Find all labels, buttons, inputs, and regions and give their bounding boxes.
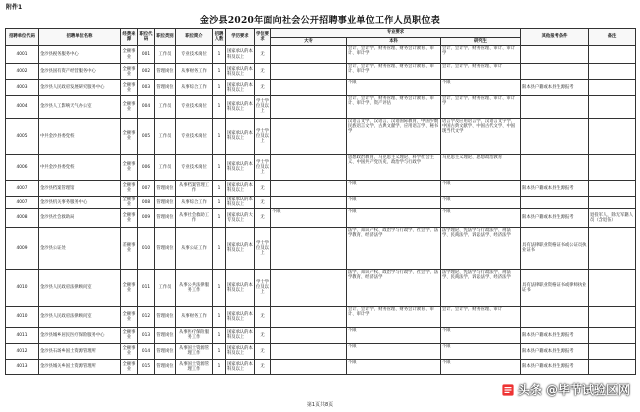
table-row	[6, 64, 636, 80]
row-edu: 国家承认的本科及以上	[226, 227, 255, 270]
row-pos-desc: 从事综合工作	[176, 196, 213, 209]
row-remark	[589, 96, 636, 118]
row-edu: 国家承认的本科及以上	[227, 197, 253, 208]
row-unit-type: 全额事业	[121, 359, 138, 374]
row-edu: 国家承认的本科及以上	[226, 96, 255, 118]
row-benke: 会计、会计学、财务管理、财务会计教育、审计、审计学、资产评估	[347, 96, 441, 118]
table-row	[6, 227, 636, 270]
row-other	[521, 196, 589, 209]
row-pos-desc: 从事公共法律服务工作	[176, 270, 213, 306]
row-pos-desc: 从事公证工作	[176, 227, 213, 270]
row-pos-desc: 从事社会救助工作	[176, 209, 213, 227]
row-pos-cat: 管理岗位	[155, 180, 176, 196]
row-pos-cat: 管理岗位	[155, 209, 176, 227]
row-degree: 无	[255, 180, 271, 196]
row-unit-type: 全额事业	[121, 209, 138, 227]
row-other	[521, 306, 589, 327]
row-pos-code: 013	[138, 327, 155, 343]
row-benke: 法学、知识产权、政治学与行政学、社会学、法学教育、经济法学	[347, 270, 441, 306]
row-degree: 无	[255, 306, 271, 327]
row-pos-desc: 从事国土资源管理工作	[176, 359, 213, 374]
row-remark	[589, 80, 636, 96]
row-degree: 学士学位及以上	[255, 270, 271, 306]
table-row	[6, 46, 636, 64]
row-dept-name: 金沙县国有资产经营服务中心	[39, 64, 121, 80]
row-dept-name: 金沙县税务服务中心	[39, 46, 121, 64]
row-unit-type: 全额事业	[121, 64, 138, 80]
row-edu: 国家承认的本科及以上	[226, 306, 255, 327]
row-other: 限本县户籍或本县生源报考	[521, 80, 589, 96]
row-unit-type: 全额事业	[121, 46, 138, 64]
row-other: 具有法律职业资格证书或律师执业证书	[521, 270, 589, 306]
row-count: 1	[213, 227, 226, 270]
row-dept-code: 4003	[6, 80, 39, 96]
row-degree: 无	[255, 46, 271, 64]
row-dept-name: 金沙县机关事务服务中心	[39, 196, 121, 209]
table-row	[6, 343, 636, 359]
row-pos-code: 003	[138, 80, 155, 96]
row-edu: 国家承认的本科及以上	[226, 180, 255, 196]
row-yanjiusheng: 不限	[441, 209, 521, 227]
header-dept-code: 招聘单位代码	[6, 29, 39, 46]
row-yanjiusheng: 不限	[441, 196, 521, 209]
header-pos-code: 职位代码	[138, 29, 155, 46]
row-count: 1	[213, 96, 226, 118]
row-dept-code: 4007	[6, 196, 39, 209]
page-footer: 第1页共8页	[306, 402, 334, 408]
row-degree: 学士学位及以上	[255, 227, 271, 270]
header-count: 招聘人数	[213, 29, 226, 46]
row-dazhuan	[271, 180, 347, 196]
row-remark	[589, 359, 636, 374]
annex-label: 附件1	[6, 4, 23, 11]
header-major-group: 专业要求	[271, 29, 521, 38]
row-dept-code: 4005	[6, 118, 39, 154]
row-unit-type: 全额事业	[121, 196, 138, 209]
row-pos-code: 006	[138, 154, 155, 180]
row-dept-name: 金沙县人工影响天气办公室	[39, 96, 121, 118]
row-remark	[589, 196, 636, 209]
row-pos-desc: 从事国土资源管理工作	[176, 343, 213, 359]
row-pos-cat: 工作员	[155, 270, 176, 306]
row-pos-cat: 管理岗位	[155, 343, 176, 359]
row-other: 具有法律职业资格证书或公证员执业证书	[521, 227, 589, 270]
row-yanjiusheng: 会计、会计学、财务管理、审计、审计学	[441, 46, 521, 64]
row-edu: 国家承认的本科及以上	[226, 343, 255, 359]
row-count: 1	[213, 343, 226, 359]
row-dept-code: 4008	[6, 209, 39, 227]
header-dept-name: 招聘单位名称	[39, 29, 121, 46]
header-edu: 学历要求	[226, 29, 255, 46]
row-pos-desc: 专业技术岗位	[176, 118, 213, 154]
row-other: 限本县户籍或本县生源报考	[521, 180, 589, 196]
header-other: 其他报考条件	[521, 29, 589, 46]
row-count: 1	[213, 359, 226, 374]
row-pos-code: 005	[138, 118, 155, 154]
row-remark: 退役军人，除无军籍人员（含退伍）	[589, 209, 636, 227]
row-pos-cat: 管理岗位	[155, 227, 176, 270]
row-pos-desc: 专业技术岗位	[176, 154, 213, 180]
table-row	[6, 80, 636, 96]
row-benke: 不限	[347, 209, 441, 227]
row-dazhuan	[271, 46, 347, 64]
row-dazhuan: 不限	[271, 209, 347, 227]
row-degree: 无	[255, 80, 271, 96]
row-pos-cat: 工作员	[155, 96, 176, 118]
row-dazhuan	[271, 359, 347, 374]
row-edu: 国家承认的本科及以上	[226, 64, 255, 80]
row-pos-desc: 从事财务工作	[176, 306, 213, 327]
header-degree: 学位要求	[255, 29, 271, 46]
header-pos-desc: 职位简介	[176, 29, 213, 46]
row-remark	[589, 154, 636, 180]
row-degree: 无	[255, 196, 271, 209]
row-pos-cat: 管理岗位	[155, 359, 176, 374]
row-benke: 不限	[347, 343, 441, 359]
header-benke: 本科	[347, 38, 441, 46]
row-unit-type: 全额事业	[121, 327, 138, 343]
row-pos-code: 015	[138, 359, 155, 374]
row-degree: 学士学位及以上	[255, 154, 271, 180]
row-other	[521, 118, 589, 154]
row-count: 1	[213, 154, 226, 180]
header-yanjiusheng: 研究生	[441, 38, 521, 46]
row-benke: 法学、知识产权、政治学与行政学、社会学、法学教育、经济法学	[347, 227, 441, 270]
row-other: 限本县户籍或本县生源报考	[521, 343, 589, 359]
row-yanjiusheng: 语言学及应用语言学、汉语言文字学、中国古典文献学、中国古代文学、中国现当代文学	[441, 118, 521, 154]
row-dept-name: 中共金沙县委党校	[39, 118, 121, 154]
row-dazhuan	[271, 64, 347, 80]
row-pos-desc: 从事财务工作	[176, 64, 213, 80]
row-pos-cat: 管理岗位	[155, 80, 176, 96]
row-dept-name: 金沙县城乡居民医疗保险服务中心	[39, 327, 121, 343]
row-degree: 学士学位及以上	[255, 96, 271, 118]
row-pos-desc: 专业技术岗位	[176, 96, 213, 118]
toutiao-logo-icon	[501, 383, 515, 397]
row-dept-code: 4009	[6, 227, 39, 270]
row-dept-name: 金沙县公证处	[39, 227, 121, 270]
row-dazhuan	[271, 96, 347, 118]
table-row	[6, 306, 636, 327]
row-dept-name: 金沙县人民政府法律顾问室	[39, 270, 121, 306]
row-degree: 无	[255, 343, 271, 359]
row-pos-code: 001	[138, 46, 155, 64]
table-row	[6, 154, 636, 180]
row-pos-cat: 管理岗位	[155, 306, 176, 327]
row-dept-code: 4004	[6, 96, 39, 118]
row-degree: 学士学位及以上	[255, 118, 271, 154]
row-dept-code: 4013	[6, 359, 39, 374]
row-benke: 汉语言文学、汉语言、汉语国际教育、中国少数民族语言文学、古典文献学、应用语言学、秘书学	[347, 118, 441, 154]
row-dazhuan	[271, 343, 347, 359]
row-edu: 国家承认的本科及以上	[226, 359, 255, 374]
row-pos-desc: 从事综合工作	[176, 80, 213, 96]
table-row	[6, 118, 636, 154]
table-row	[6, 327, 636, 343]
header-remark: 备注	[589, 29, 636, 46]
row-benke: 不限	[347, 180, 441, 196]
row-remark	[589, 180, 636, 196]
table-row	[6, 196, 636, 209]
row-dept-name: 金沙县石场乡国土资源管理所	[39, 343, 121, 359]
row-other	[521, 46, 589, 64]
row-unit-type: 全额事业	[121, 270, 138, 306]
row-yanjiusheng: 法学理论、宪法学与行政法学、刑法学、民商法学、诉讼法学、经济法学	[441, 227, 521, 270]
row-degree: 无	[255, 327, 271, 343]
row-edu: 国家承认的本科及以上	[226, 80, 255, 96]
row-pos-desc: 专业技术岗位	[176, 46, 213, 64]
row-remark	[589, 270, 636, 306]
header-dazhuan: 大专	[271, 38, 347, 46]
row-count: 1	[213, 270, 226, 306]
row-count: 1	[213, 306, 226, 327]
row-pos-code: 010	[138, 227, 155, 270]
row-other	[521, 96, 589, 118]
row-other	[521, 64, 589, 80]
row-remark	[589, 227, 636, 270]
row-remark	[589, 306, 636, 327]
table-row	[6, 270, 636, 306]
row-count: 1	[213, 180, 226, 196]
row-unit-type: 全额事业	[121, 154, 138, 180]
row-dept-code: 4007	[6, 180, 39, 196]
table-row	[6, 359, 636, 374]
row-yanjiusheng: 马克思主义理论、思想政治教育	[441, 154, 521, 180]
row-pos-code: 004	[138, 96, 155, 118]
row-benke: 不限	[347, 327, 441, 343]
row-count: 1	[213, 46, 226, 64]
row-pos-code: 008	[138, 196, 155, 209]
page-title: 金沙县2020年面向社会公开招聘事业单位工作人员职位表	[199, 16, 441, 26]
header-unit-type: 经费来源	[121, 29, 138, 46]
row-remark	[589, 64, 636, 80]
row-benke: 思想政治教育、马克思主义理论、科学社会主义、中国共产党历史、政治学与行政学	[347, 154, 441, 180]
row-dazhuan	[271, 118, 347, 154]
row-unit-type: 全额事业	[121, 180, 138, 196]
row-pos-code: 012	[138, 306, 155, 327]
row-degree: 无	[255, 64, 271, 80]
row-benke: 不限	[347, 80, 441, 96]
row-pos-cat: 管理岗位	[155, 196, 176, 209]
row-unit-type: 全额事业	[121, 343, 138, 359]
row-dept-name: 金沙县城关乡国土资源管理所	[39, 359, 121, 374]
row-count: 1	[213, 209, 226, 227]
row-dazhuan	[271, 227, 347, 270]
row-benke: 会计、会计学、财务管理、财务会计教育、审计、审计学	[347, 64, 441, 80]
row-dazhuan	[271, 196, 347, 209]
row-dept-name: 金沙县社会救助局	[39, 209, 121, 227]
row-remark	[589, 343, 636, 359]
row-dept-name: 金沙县档案管理馆	[39, 180, 121, 196]
row-edu: 国家承认的本科及以上	[226, 270, 255, 306]
watermark	[501, 381, 630, 398]
row-yanjiusheng: 不限	[441, 180, 521, 196]
table-row	[6, 209, 636, 227]
row-remark	[589, 46, 636, 64]
row-dept-code: 4012	[6, 343, 39, 359]
row-dazhuan	[271, 154, 347, 180]
row-yanjiusheng: 不限	[441, 80, 521, 96]
position-table	[5, 28, 636, 375]
row-pos-desc: 从事档案管理工作	[176, 180, 213, 196]
row-dazhuan	[271, 270, 347, 306]
row-unit-type: 全额事业	[121, 80, 138, 96]
row-edu: 国家承认的本科及以上	[226, 154, 255, 180]
row-count: 1	[213, 64, 226, 80]
row-dept-name: 金沙县人民政府发展研究服务中心	[39, 80, 121, 96]
row-benke: 不限	[347, 196, 441, 209]
row-yanjiusheng: 会计、会计学、财务管理、审计	[441, 64, 521, 80]
row-pos-desc: 从事医疗保险服务工作	[176, 327, 213, 343]
table-row	[6, 96, 636, 118]
row-pos-cat: 管理岗位	[155, 64, 176, 80]
row-benke: 会计、会计学、财务管理、财务会计教育、审计、审计学	[347, 46, 441, 64]
row-dept-code: 4010	[6, 306, 39, 327]
row-pos-code: 011	[138, 270, 155, 306]
row-remark	[589, 327, 636, 343]
row-pos-code: 009	[138, 209, 155, 227]
row-pos-cat: 工作员	[155, 46, 176, 64]
row-yanjiusheng: 法学理论、宪法学与行政法学、刑法学、民商法学、诉讼法学、经济法学	[441, 270, 521, 306]
row-dept-code: 4001	[6, 46, 39, 64]
row-dept-code: 4010	[6, 270, 39, 306]
row-yanjiusheng: 不限	[441, 359, 521, 374]
row-degree: 无	[255, 359, 271, 374]
row-unit-type: 全额事业	[121, 96, 138, 118]
row-yanjiusheng: 会计、会计学、财务管理、审计	[441, 306, 521, 327]
row-other: 限本县户籍或本县生源报考	[521, 359, 589, 374]
row-pos-code: 007	[138, 180, 155, 196]
row-count: 1	[213, 327, 226, 343]
row-dept-code: 4002	[6, 64, 39, 80]
row-benke: 不限	[347, 359, 441, 374]
row-pos-cat: 工作员	[155, 154, 176, 180]
row-edu: 国家承认的本科及以上	[226, 327, 255, 343]
row-dept-name: 中共金沙县委党校	[39, 154, 121, 180]
row-dept-code: 4006	[6, 154, 39, 180]
row-edu: 国家承认的本科及以上	[226, 118, 255, 154]
row-edu: 国家承认的本科及以上	[226, 46, 255, 64]
row-dazhuan	[271, 306, 347, 327]
row-degree: 无	[255, 209, 271, 227]
header-pos-cat: 职位类别	[155, 29, 176, 46]
row-pos-code: 014	[138, 343, 155, 359]
row-yanjiusheng: 不限	[441, 327, 521, 343]
row-pos-cat: 管理岗位	[155, 327, 176, 343]
row-dazhuan	[271, 80, 347, 96]
row-other: 限本县户籍或本县生源报考	[521, 327, 589, 343]
watermark-text: 头条 @毕节试验区网	[517, 383, 630, 397]
row-unit-type: 差额事业	[121, 227, 138, 270]
row-yanjiusheng: 不限	[441, 343, 521, 359]
row-pos-code: 002	[138, 64, 155, 80]
row-count: 1	[213, 118, 226, 154]
row-count: 1	[213, 196, 226, 209]
row-unit-type: 全额事业	[121, 306, 138, 327]
row-yanjiusheng: 会计、会计学、财务管理、审计、审计学	[441, 96, 521, 118]
row-other: 限本县户籍或本县生源报考	[521, 209, 589, 227]
row-benke: 会计、会计学、财务管理、财务会计教育、审计、审计学	[347, 306, 441, 327]
row-other	[521, 154, 589, 180]
row-dept-code: 4011	[6, 327, 39, 343]
row-edu: 国家承认的大专及以上	[226, 209, 255, 227]
row-pos-cat: 工作员	[155, 118, 176, 154]
row-dazhuan	[271, 327, 347, 343]
table-row	[6, 180, 636, 196]
row-remark	[589, 118, 636, 154]
row-unit-type: 全额事业	[121, 118, 138, 154]
row-dept-name: 金沙县人民政府法律顾问室	[39, 306, 121, 327]
row-count: 1	[213, 80, 226, 96]
